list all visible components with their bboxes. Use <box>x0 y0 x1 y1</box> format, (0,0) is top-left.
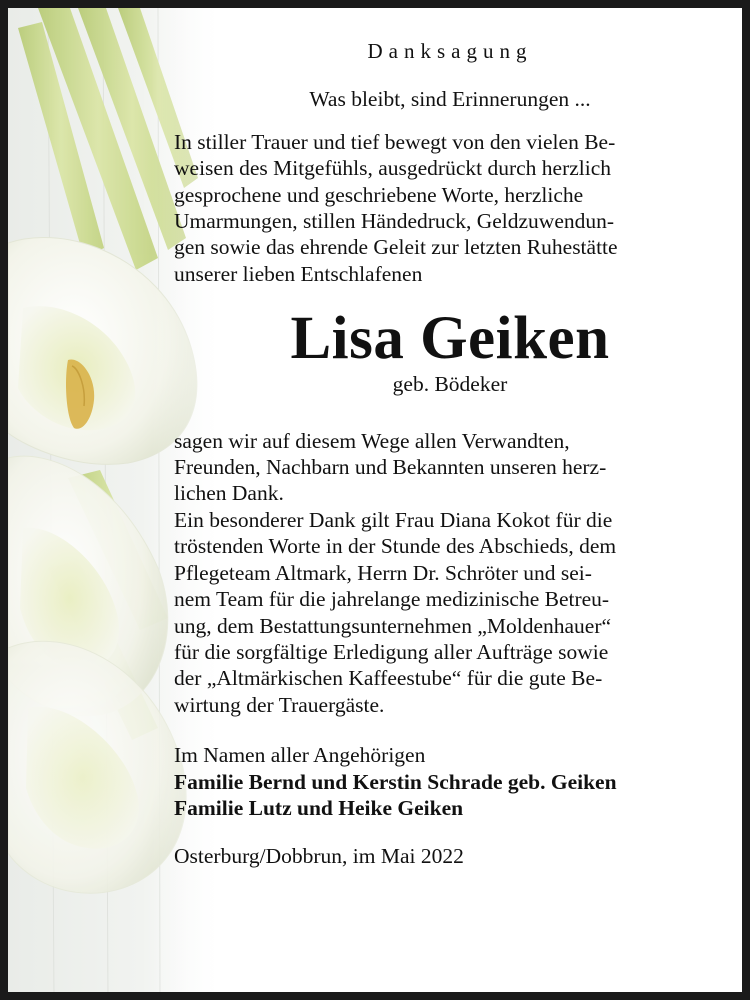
thanks-line: ung, dem Bestattungsunternehmen „Moldenhauer“ <box>174 613 612 638</box>
thanks-line: Ein besonderer Dank gilt Frau Diana Kokot für die <box>174 507 613 532</box>
thanks-line: lichen Dank. <box>174 481 284 506</box>
signature-lead: Im Namen aller Angehörigen <box>174 743 426 768</box>
intro-line: gesprochene und geschriebene Worte, herzliche <box>174 182 584 207</box>
family-name: Familie Lutz und Heike Geiken <box>174 795 464 820</box>
thanks-line: tröstenden Worte in der Stunde des Abschieds, dem <box>174 534 617 559</box>
family-signature <box>174 769 726 822</box>
birth-name: geb. Bödeker <box>392 372 508 397</box>
place-and-date: Osterburg/Dobbrun, im Mai 2022 <box>174 844 464 869</box>
notice-text-column <box>174 30 726 870</box>
thanks-line: nem Team für die jahrelange medizinische Betreu- <box>174 587 610 612</box>
thanks-line: sagen wir auf diesem Wege allen Verwandten, <box>174 428 570 453</box>
deceased-name: Lisa Geiken <box>290 305 610 373</box>
intro-line: Umarmungen, stillen Händedruck, Geldzuwendun- <box>174 209 615 234</box>
intro-line: In stiller Trauer und tief bewegt von den vielen Be- <box>174 129 616 154</box>
thanks-line: der „Altmärkischen Kaffeestube“ für die gute Be- <box>174 666 603 691</box>
thanks-line: Freunden, Nachbarn und Bekannten unseren herz- <box>174 455 607 480</box>
notice-heading: Danksagung <box>367 39 533 63</box>
family-name: Familie Bernd und Kerstin Schrade geb. Geiken <box>174 769 617 794</box>
intro-line: weisen des Mitgefühls, ausgedrückt durch herzlich <box>174 156 612 181</box>
intro-paragraph <box>174 129 726 287</box>
thanks-line: für die sorgfältige Erledigung aller Aufträge sowie <box>174 639 609 664</box>
motto: Was bleibt, sind Erinnerungen ... <box>309 87 591 112</box>
intro-line: gen sowie das ehrende Geleit zur letzten Ruhestätte <box>174 235 618 260</box>
thanks-paragraph <box>174 428 726 718</box>
intro-line: unserer lieben Entschlafenen <box>174 261 423 286</box>
thanks-line: Pflegeteam Altmark, Herrn Dr. Schröter und sei- <box>174 560 592 585</box>
thanks-line: wirtung der Trauergäste. <box>174 692 385 717</box>
